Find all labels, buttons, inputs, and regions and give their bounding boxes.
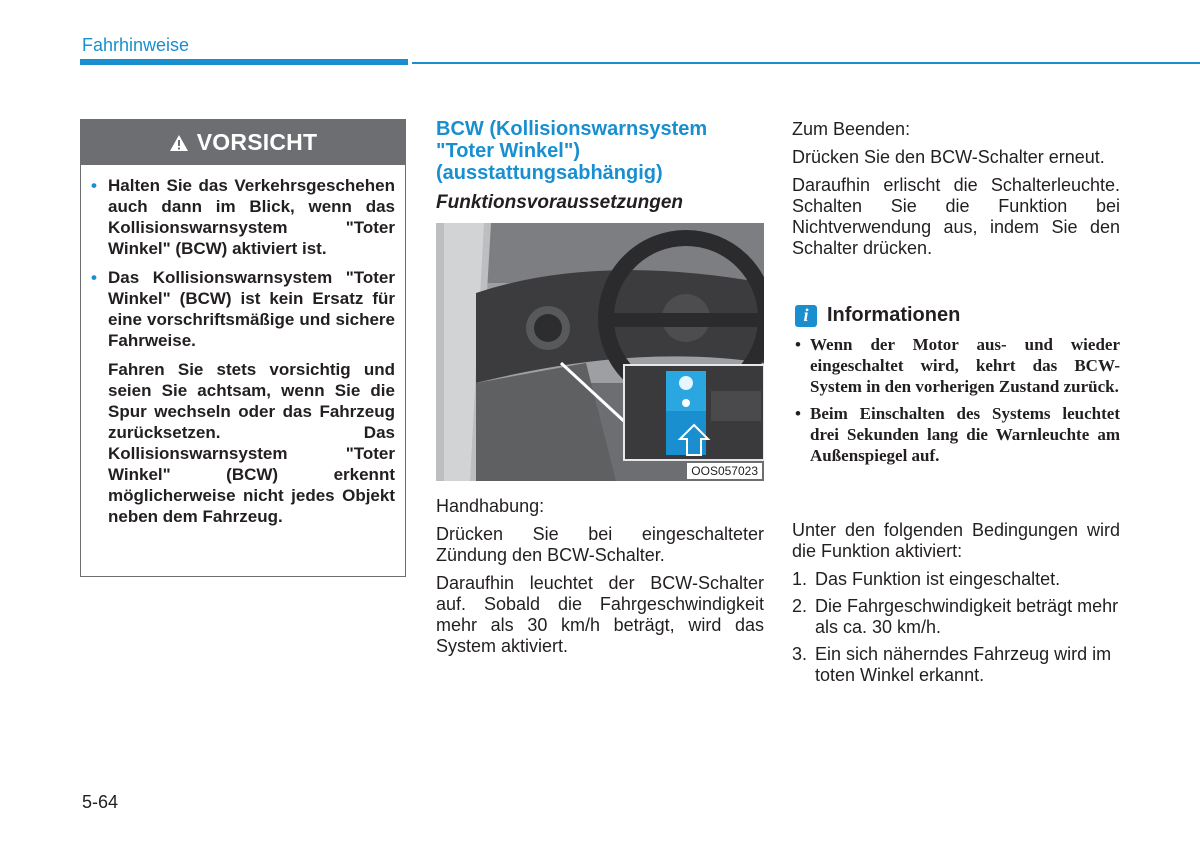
condition-number: 3.	[792, 644, 808, 664]
conditions-block	[792, 520, 1120, 692]
condition-item	[792, 644, 1120, 686]
caution-heading-text: VORSICHT	[196, 129, 318, 155]
info-icon: i	[795, 305, 817, 327]
dashboard-illustration	[436, 223, 764, 481]
bullet-icon: •	[795, 404, 801, 423]
figure-code: OOS057023	[687, 463, 762, 479]
caution-paragraph: Fahren Sie stets vorsichtig und seien Sie achtsam, wenn Sie die Spur wechseln oder das Fahrzeug zurücksetzen. Das Kollisionswarnsystem "Toter Winkel" (BCW) erkennt möglicherweise nicht jedes Objekt neben dem Fahrzeug.	[108, 360, 395, 526]
bullet-icon: •	[91, 176, 97, 195]
caution-item	[91, 267, 395, 351]
header-rule-thick	[80, 59, 408, 65]
paragraph: Daraufhin leuchtet der BCW-Schalter auf. Sobald die Fahrgeschwindigkeit mehr als 30 km/h beträgt, wird das System aktiviert.	[436, 573, 764, 656]
caution-heading	[81, 120, 405, 165]
condition-text: Die Fahrgeschwindigkeit beträgt mehr als ca. 30 km/h.	[815, 596, 1119, 637]
condition-item	[792, 569, 1120, 590]
condition-number: 1.	[792, 569, 808, 589]
bullet-icon: •	[91, 268, 97, 287]
info-heading-text: Informationen	[827, 304, 961, 326]
info-item-text: Wenn der Motor aus- und wieder eingeschaltet wird, kehrt das BCW-System in den vorherigen Zustand zurück.	[810, 335, 1120, 396]
caution-item-text: Halten Sie das Verkehrsgeschehen auch dann im Blick, wenn das Kollisionswarnsystem "Toter Winkel" (BCW) aktiviert ist.	[108, 176, 395, 258]
caution-item-text: Das Kollisionswarnsystem "Toter Winkel" (BCW) ist kein Ersatz für eine vorschriftsmäßige und sichere Fahrweise.	[108, 268, 395, 350]
paragraph: Zum Beenden:	[792, 119, 911, 139]
paragraph: Daraufhin erlischt die Schalterleuchte. Schalten Sie die Funktion bei Nichtverwendung aus, indem Sie den Schalter drücken.	[792, 175, 1120, 258]
info-list	[795, 334, 1120, 472]
operation-text	[436, 496, 764, 664]
paragraph: Handhabung:	[436, 496, 545, 516]
subsection-title: Funktionsvoraussetzungen	[436, 192, 684, 213]
paragraph: Drücken Sie den BCW-Schalter erneut.	[792, 147, 1105, 167]
info-item	[795, 403, 1120, 466]
deactivate-text	[792, 119, 1120, 266]
section-title: BCW (Kollisionswarnsystem "Toter Winkel") (ausstattungsabhängig)	[436, 118, 708, 184]
condition-text: Ein sich näherndes Fahrzeug wird im toten Winkel erkannt.	[815, 644, 1112, 685]
condition-text: Das Funktion ist eingeschaltet.	[815, 569, 1061, 589]
info-heading	[795, 304, 960, 327]
dashboard-photo	[436, 223, 764, 481]
conditions-intro: Unter den folgenden Bedingungen wird die Funktion aktiviert:	[792, 520, 1120, 561]
bullet-icon: •	[795, 335, 801, 354]
page-number: 5-64	[82, 792, 119, 812]
header-rule-thin	[412, 62, 1200, 64]
condition-number: 2.	[792, 596, 808, 616]
condition-item	[792, 596, 1120, 638]
info-item	[795, 334, 1120, 397]
info-item-text: Beim Einschalten des Systems leuchtet drei Sekunden lang die Warnleuchte am Außenspiegel auf.	[810, 404, 1120, 465]
paragraph: Drücken Sie bei eingeschalteter Zündung den BCW-Schalter.	[436, 524, 764, 565]
caution-box	[80, 119, 406, 577]
running-header: Fahrhinweise	[82, 35, 190, 55]
warning-triangle-icon	[169, 134, 189, 152]
caution-item	[91, 175, 395, 259]
